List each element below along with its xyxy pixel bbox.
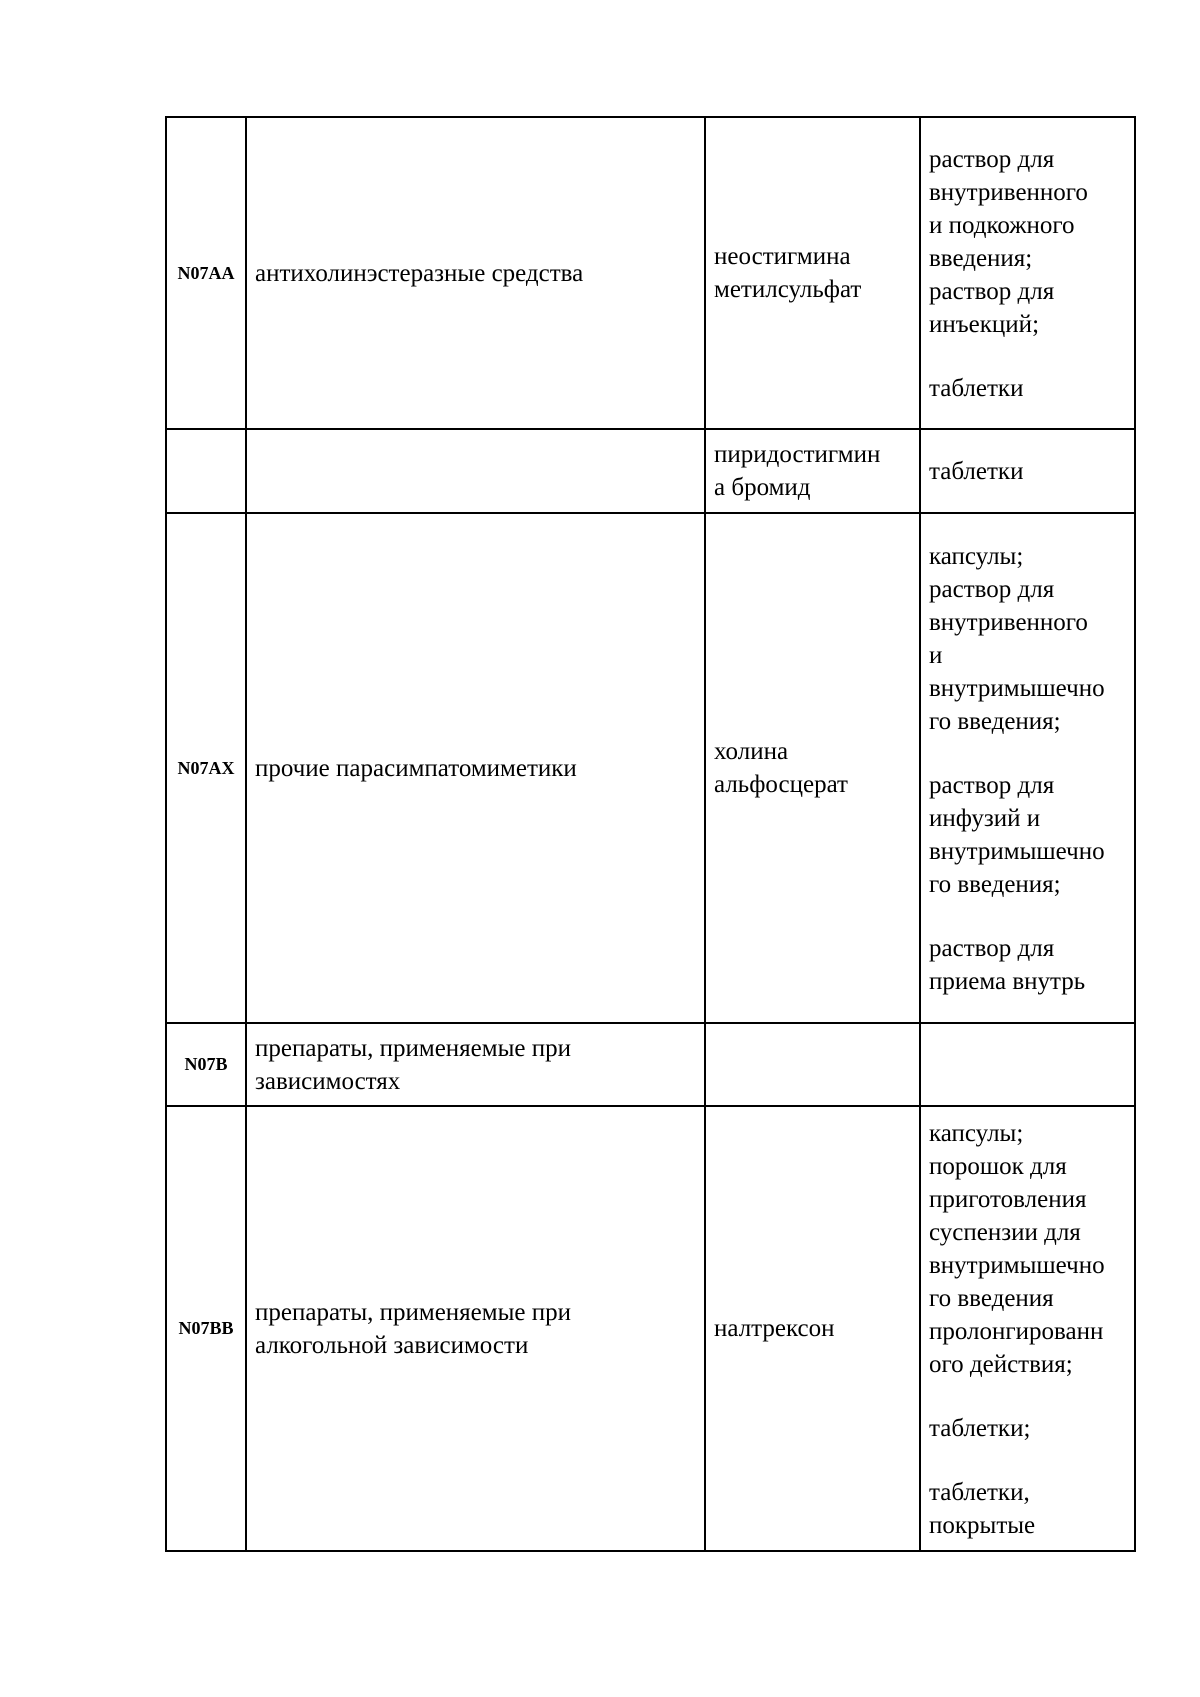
atc-code: N07AA [166, 117, 246, 429]
atc-code: N07BB [166, 1106, 246, 1551]
dosage-form: раствор для инфузий и внутримышечно го введения; [929, 772, 1105, 898]
pharmacological-group: антихолинэстеразные средства [246, 117, 705, 429]
table-row [166, 513, 1135, 1023]
table-row [166, 1023, 1135, 1106]
dosage-form: раствор для внутривенного и подкожного введения; раствор для инъекций; [929, 146, 1088, 338]
drug-name: неостигмина метилсульфат [705, 117, 920, 429]
dosage-forms [920, 117, 1135, 429]
dosage-forms [920, 513, 1135, 1023]
dosage-form: раствор для приема внутрь [929, 935, 1086, 995]
pharmacological-group [246, 429, 705, 513]
pharmacological-group: препараты, применяемые при алкогольной зависимости [246, 1106, 705, 1551]
dosage-form: таблетки [929, 457, 1024, 485]
table-row [166, 1106, 1135, 1551]
drug-name: холина альфосцерат [705, 513, 920, 1023]
table-row [166, 429, 1135, 513]
dosage-form: капсулы; раствор для внутривенного и внутримышечно го введения; [929, 543, 1105, 735]
drug-name: пиридостигмин а бромид [705, 429, 920, 513]
pharmacological-group: препараты, применяемые при зависимостях [246, 1023, 705, 1106]
dosage-form: таблетки; [929, 1415, 1031, 1442]
dosage-forms [920, 1023, 1135, 1106]
drug-table [165, 116, 1136, 1552]
drug-name: налтрексон [705, 1106, 920, 1551]
atc-code [166, 429, 246, 513]
dosage-form: таблетки, покрытые [929, 1479, 1036, 1539]
dosage-form: капсулы; порошок для приготовления суспензии для внутримышечно го введения пролонгированн ого действия; [929, 1120, 1105, 1378]
dosage-forms [920, 1106, 1135, 1551]
drug-name [705, 1023, 920, 1106]
atc-code: N07AX [166, 513, 246, 1023]
table-row [166, 117, 1135, 429]
dosage-form: таблетки [929, 375, 1024, 402]
pharmacological-group: прочие парасимпатомиметики [246, 513, 705, 1023]
atc-code: N07B [166, 1023, 246, 1106]
dosage-forms [920, 429, 1135, 513]
